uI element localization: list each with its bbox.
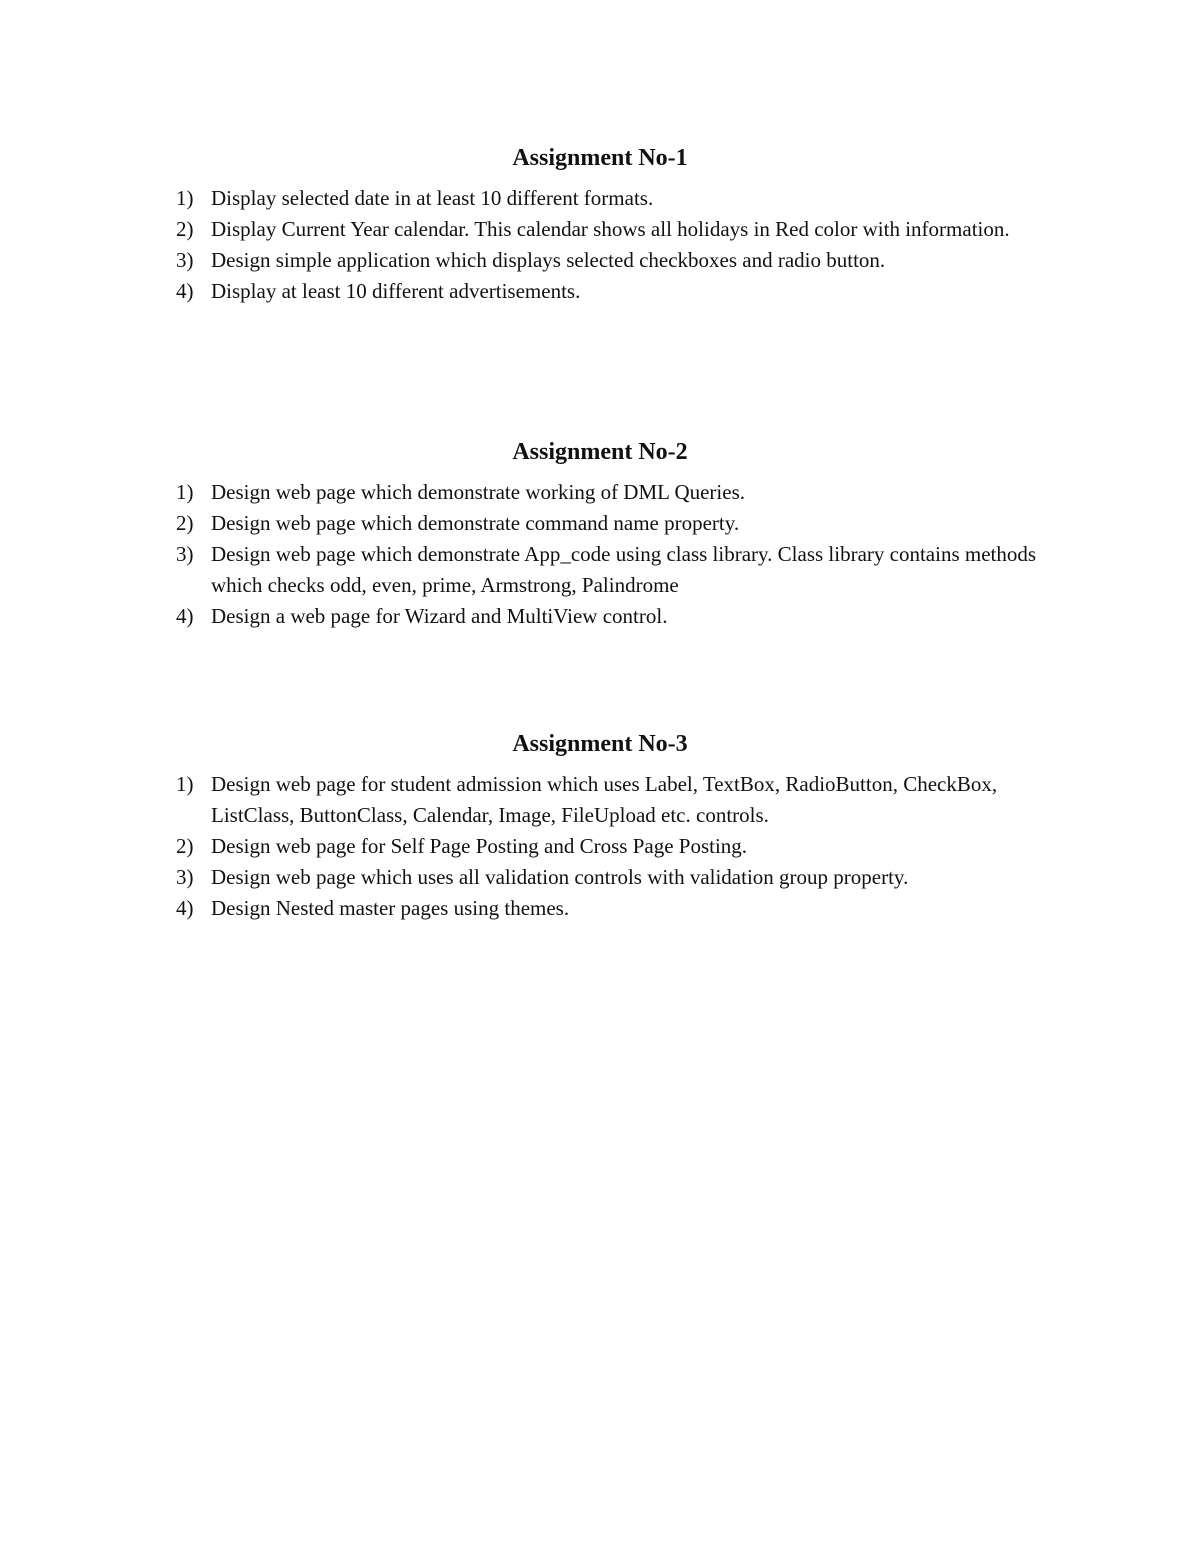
item-text: Design Nested master pages using themes. (211, 896, 570, 920)
item-text: Display at least 10 different advertisements. (211, 279, 581, 303)
item-text: Display Current Year calendar. This calendar shows all holidays in Red color with information. (211, 217, 1010, 241)
item-number: 2) (176, 217, 194, 241)
section-title: Assignment No-3 (512, 731, 688, 757)
item-number: 2) (176, 834, 194, 858)
item-text: Design web page for Self Page Posting and Cross Page Posting. (211, 834, 748, 858)
list-item (0, 769, 1200, 831)
item-number: 1) (176, 772, 194, 796)
assignment-list (0, 183, 1200, 307)
item-number: 4) (176, 279, 194, 303)
item-number: 4) (176, 896, 194, 920)
section-title: Assignment No-2 (512, 439, 688, 465)
assignment-list (0, 477, 1200, 632)
item-number: 3) (176, 542, 194, 566)
list-item (0, 245, 1200, 276)
list-item (0, 831, 1200, 862)
item-text: Design web page which demonstrate working of DML Queries. (211, 480, 746, 504)
list-item (0, 893, 1200, 924)
item-text: Design web page which demonstrate command name property. (211, 511, 740, 535)
list-item (0, 477, 1200, 508)
list-item (0, 508, 1200, 539)
item-number: 1) (176, 186, 194, 210)
item-number: 3) (176, 865, 194, 889)
item-text: Design a web page for Wizard and MultiView control. (211, 604, 668, 628)
item-number: 3) (176, 248, 194, 272)
item-number: 4) (176, 604, 194, 628)
item-number: 2) (176, 511, 194, 535)
item-text: Display selected date in at least 10 different formats. (211, 186, 654, 210)
list-item (0, 862, 1200, 893)
item-text: Design web page for student admission which uses Label, TextBox, RadioButton, CheckBox, ListClass, ButtonClass, Calendar, Image, FileUpload etc. controls. (211, 772, 998, 827)
item-text: Design web page which uses all validation controls with validation group property. (211, 865, 909, 889)
section-title: Assignment No-1 (512, 145, 688, 171)
list-item (0, 276, 1200, 307)
list-item (0, 539, 1200, 601)
list-item (0, 183, 1200, 214)
list-item (0, 601, 1200, 632)
item-number: 1) (176, 480, 194, 504)
assignment-list (0, 769, 1200, 924)
item-text: Design simple application which displays selected checkboxes and radio button. (211, 248, 886, 272)
list-item (0, 214, 1200, 245)
item-text: Design web page which demonstrate App_code using class library. Class library contains methods which checks odd, even, prime, Armstrong, Palindrome (211, 542, 1037, 597)
